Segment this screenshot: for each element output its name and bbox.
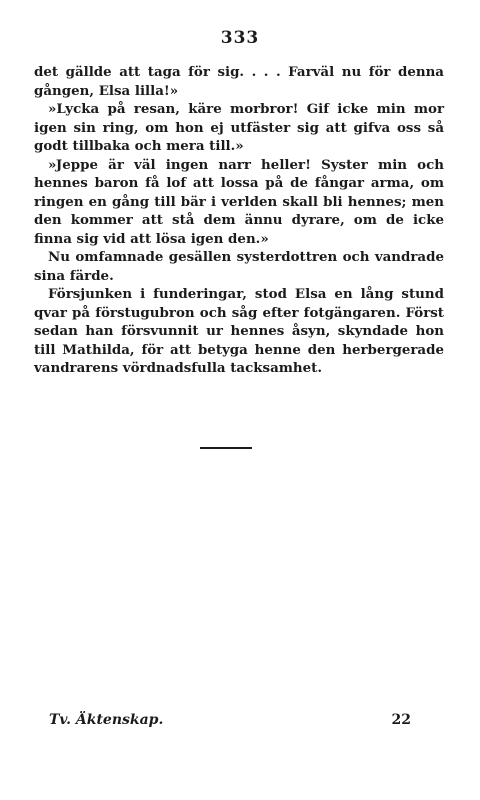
paragraph-5: Försjunken i funderingar, stod Elsa en lång stund qvar på förstugubron och såg efter fotgängaren. Först sedan han försvunnit ur hennes åsyn, skyndade hon till Mathilda, för att betyga henne den herbergerade vandrarens vördnadsfulla tacksamhet.: [34, 286, 444, 376]
paragraph-2: »Lycka på resan, käre morbror! Gif icke min mor igen sin ring, om hon ej utfäster sig att gifva oss så godt tillbaka och mera till.»: [34, 101, 444, 154]
footer-signature: Tv. Äktenskap.: [49, 712, 164, 728]
paragraph-4: Nu omfamnade gesällen systerdottren och vandrade sina färde.: [34, 249, 444, 284]
page-footer: [49, 712, 411, 734]
paragraph-3: »Jeppe är väl ingen narr heller! Syster min och hennes baron få lof att lossa på de fångar arma, om ringen en gång till bär i verlden skall bli hennes; men den kommer att stå dem ännu dyrare, om de icke finna sig vid att lösa igen den.»: [34, 156, 444, 247]
body-text: [34, 63, 444, 378]
section-divider: [200, 447, 252, 449]
paragraph-1: det gällde att taga för sig. . . . Farväl nu för denna gången, Elsa lilla!»: [34, 64, 444, 99]
footer-sheet-number: 22: [391, 712, 411, 728]
page-number: 333: [220, 28, 260, 48]
